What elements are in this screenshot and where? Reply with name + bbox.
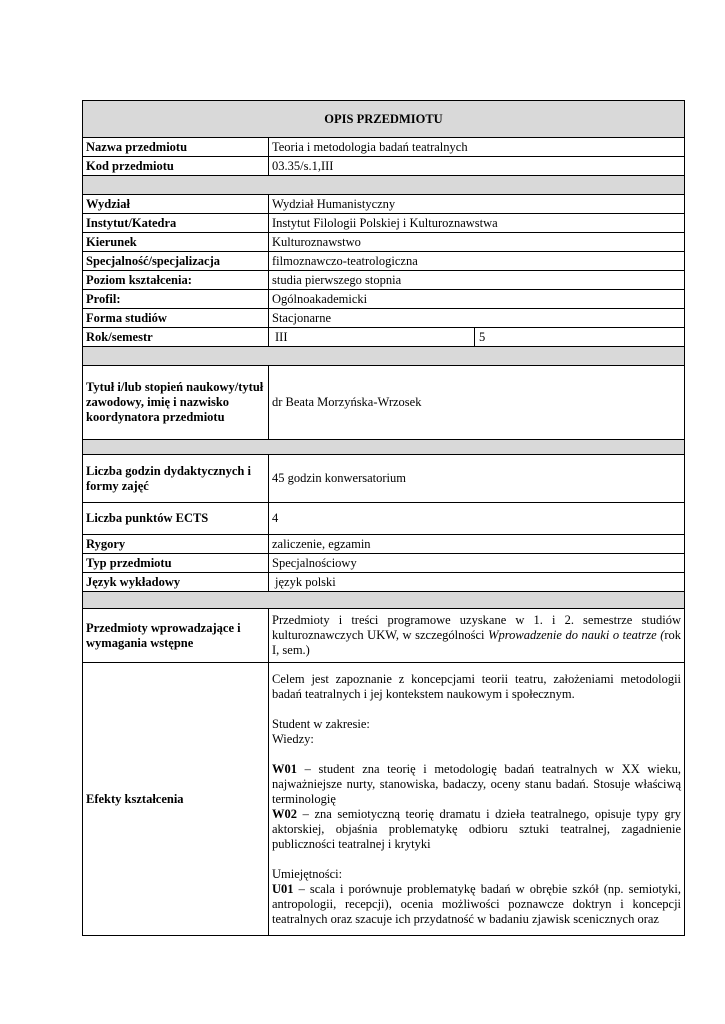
value-kierunek: Kulturoznawstwo (269, 233, 685, 252)
row-efekty (83, 663, 685, 936)
w01-text: – student zna teorię i metodologię badań teatralnych w XX wieku, najważniejsze nurty, stanowiska, badaczy, oceny stanu badań. Stosuje właściwą terminologię (272, 761, 682, 806)
label-poziom: Poziom kształcenia: (83, 271, 269, 290)
label-wymagania: Przedmioty wprowadzające i wymagania wstępne (83, 609, 269, 663)
efekty-umiejetnosci: Umiejętności: (272, 866, 343, 881)
separator-row (83, 176, 685, 195)
label-specjalnosc: Specjalność/specjalizacja (83, 252, 269, 271)
value-jezyk: język polski (269, 573, 685, 592)
row-forma (83, 309, 685, 328)
label-profil: Profil: (83, 290, 269, 309)
w02-text: – zna semiotyczną teorię dramatu i dzieła teatralnego, opisuje typy gry aktorskiej, objaśnia problematykę odbioru sztuki teatralnej, zagadnienie publiczności teatralnej i krytyki (272, 806, 682, 851)
row-rygory (83, 535, 685, 554)
title-row (83, 101, 685, 138)
row-kierunek (83, 233, 685, 252)
label-efekty: Efekty kształcenia (83, 663, 269, 936)
value-typ: Specjalnościowy (269, 554, 685, 573)
wymagania-text: Przedmioty i treści programowe uzyskane w 1. i 2. semestrze studiów kulturoznawczych UKW, w szczególności (272, 613, 682, 642)
value-wydzial: Wydział Humanistyczny (269, 195, 685, 214)
separator (83, 176, 685, 195)
row-instytut (83, 214, 685, 233)
w01-code: W01 (272, 761, 297, 776)
row-jezyk (83, 573, 685, 592)
value-nazwa: Teoria i metodologia badań teatralnych (269, 138, 685, 157)
row-nazwa (83, 138, 685, 157)
label-rok: Rok/semestr (83, 328, 269, 347)
label-typ: Typ przedmiotu (83, 554, 269, 573)
value-instytut: Instytut Filologii Polskiej i Kulturoznawstwa (269, 214, 685, 233)
efekty-w02 (272, 807, 681, 852)
value-forma: Stacjonarne (269, 309, 685, 328)
value-ects: 4 (269, 503, 685, 535)
label-nazwa: Nazwa przedmiotu (83, 138, 269, 157)
row-specjalnosc (83, 252, 685, 271)
value-poziom: studia pierwszego stopnia (269, 271, 685, 290)
value-koordynator: dr Beata Morzyńska-Wrzosek (269, 366, 685, 440)
wymagania-italic: Wprowadzenie do nauki o teatrze ( (488, 628, 665, 642)
row-poziom (83, 271, 685, 290)
efekty-w01 (272, 762, 681, 807)
row-profil (83, 290, 685, 309)
course-description-table (82, 100, 685, 936)
label-kod: Kod przedmiotu (83, 157, 269, 176)
row-wymagania (83, 609, 685, 663)
value-efekty (269, 663, 685, 936)
u01-text: – scala i porównuje problematykę badań w obrębie szkół (np. semiotyki, antropologii, recepcji), ocenia możliwości poznawcze doktryn i koncepcji teatralnych oraz szacuje ich przydatność w badaniu zjawisk scenicznych oraz (272, 881, 682, 926)
w02-code: W02 (272, 806, 297, 821)
separator-row (83, 347, 685, 366)
efekty-wiedzy: Wiedzy: (272, 731, 314, 746)
u01-code: U01 (272, 881, 294, 896)
separator (83, 347, 685, 366)
wymagania-text-end: rok I, sem.) (272, 628, 682, 657)
label-kierunek: Kierunek (83, 233, 269, 252)
row-wydzial (83, 195, 685, 214)
value-kod: 03.35/s.1,III (269, 157, 685, 176)
separator (83, 440, 685, 455)
label-ects: Liczba punktów ECTS (83, 503, 269, 535)
value-semester: 5 (475, 328, 685, 347)
value-specjalnosc: filmoznawczo-teatrologiczna (269, 252, 685, 271)
label-rygory: Rygory (83, 535, 269, 554)
label-instytut: Instytut/Katedra (83, 214, 269, 233)
label-koordynator: Tytuł i/lub stopień naukowy/tytuł zawodowy, imię i nazwisko koordynatora przedmiotu (83, 366, 269, 440)
row-ects (83, 503, 685, 535)
efekty-u01 (272, 882, 681, 927)
separator-row (83, 592, 685, 609)
label-wydzial: Wydział (83, 195, 269, 214)
separator-row (83, 440, 685, 455)
value-year: III (269, 328, 475, 347)
label-forma: Forma studiów (83, 309, 269, 328)
efekty-student: Student w zakresie: (272, 716, 370, 731)
row-rok (83, 328, 685, 347)
row-koordynator (83, 366, 685, 440)
value-rygory: zaliczenie, egzamin (269, 535, 685, 554)
label-godziny: Liczba godzin dydaktycznych i formy zajęć (83, 455, 269, 503)
row-kod (83, 157, 685, 176)
row-godziny (83, 455, 685, 503)
separator (83, 592, 685, 609)
value-profil: Ogólnoakademicki (269, 290, 685, 309)
value-wymagania (269, 609, 685, 663)
document-title: OPIS PRZEDMIOTU (83, 101, 685, 138)
efekty-intro: Celem jest zapoznanie z koncepcjami teorii teatru, założeniami metodologii badań teatralnych i jej kontekstem naukowym i społecznym. (272, 671, 682, 701)
row-typ (83, 554, 685, 573)
value-godziny: 45 godzin konwersatorium (269, 455, 685, 503)
label-jezyk: Język wykładowy (83, 573, 269, 592)
